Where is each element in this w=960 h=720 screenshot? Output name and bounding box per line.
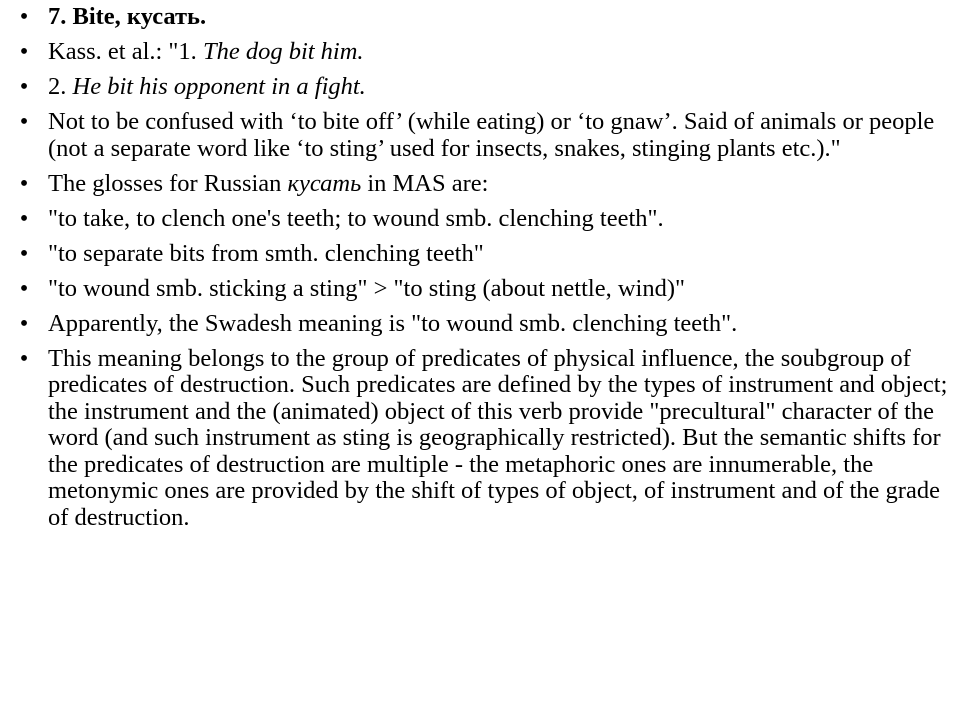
- bullet-icon: •: [19, 108, 29, 135]
- heading-text: 7. Bite, кусать.: [48, 3, 207, 30]
- item-text: "to take, to clench one's teeth; to wound smb. clenching teeth".: [48, 204, 664, 232]
- item-text: 2.: [48, 73, 73, 100]
- bullet-icon: •: [19, 38, 29, 65]
- list-item: [14, 206, 954, 233]
- list-item: [14, 74, 954, 101]
- bullet-icon: •: [19, 344, 29, 372]
- bullet-icon: •: [19, 274, 29, 302]
- item-text: "to wound smb. sticking a sting" > "to sting (about nettle, wind)": [48, 274, 686, 302]
- bullet-icon: •: [19, 309, 29, 337]
- bullet-list: [14, 4, 954, 540]
- russian-word: кусать: [287, 169, 362, 197]
- item-text: Kass. et al.: "1.: [48, 38, 203, 65]
- list-item: [14, 276, 954, 303]
- example-text: He bit his opponent in a fight.: [72, 73, 366, 100]
- bullet-icon: •: [19, 204, 29, 232]
- list-item: [14, 39, 954, 66]
- bullet-icon: •: [19, 3, 29, 30]
- bullet-icon: •: [19, 239, 29, 267]
- item-text: The glosses for Russian: [48, 169, 288, 197]
- item-text: This meaning belongs to the group of predicates of physical influence, the soubgroup of predicates of destruction. Such predicates are defined by the types of instrument and object; the instrument and the (animated) object of this verb provide "precultural" character of the word (and such instrument as sting is geographically restricted). But the semantic shifts for the predicates of destruction are multiple - the metaphoric ones are innumerable, the metonymic ones are provided by the shift of types of object, of instrument and of the grade of destruction.: [48, 344, 948, 531]
- item-text: Apparently, the Swadesh meaning is "to wound smb. clenching teeth".: [48, 309, 738, 337]
- list-item: [14, 346, 954, 532]
- item-text-suffix: in MAS are:: [361, 169, 489, 197]
- item-text: "to separate bits from smth. clenching teeth": [48, 239, 484, 267]
- list-item: [14, 109, 954, 162]
- bullet-icon: •: [19, 169, 29, 197]
- list-item: [14, 311, 954, 338]
- list-item-heading: [14, 4, 954, 31]
- list-item: [14, 241, 954, 268]
- example-text: The dog bit him.: [202, 38, 364, 65]
- item-text: Not to be confused with ‘to bite off’ (while eating) or ‘to gnaw’. Said of animals or people (not a separate word like ‘to sting’ used for insects, snakes, stinging plants etc.).": [48, 108, 935, 162]
- bullet-icon: •: [19, 73, 29, 100]
- list-item: [14, 171, 954, 198]
